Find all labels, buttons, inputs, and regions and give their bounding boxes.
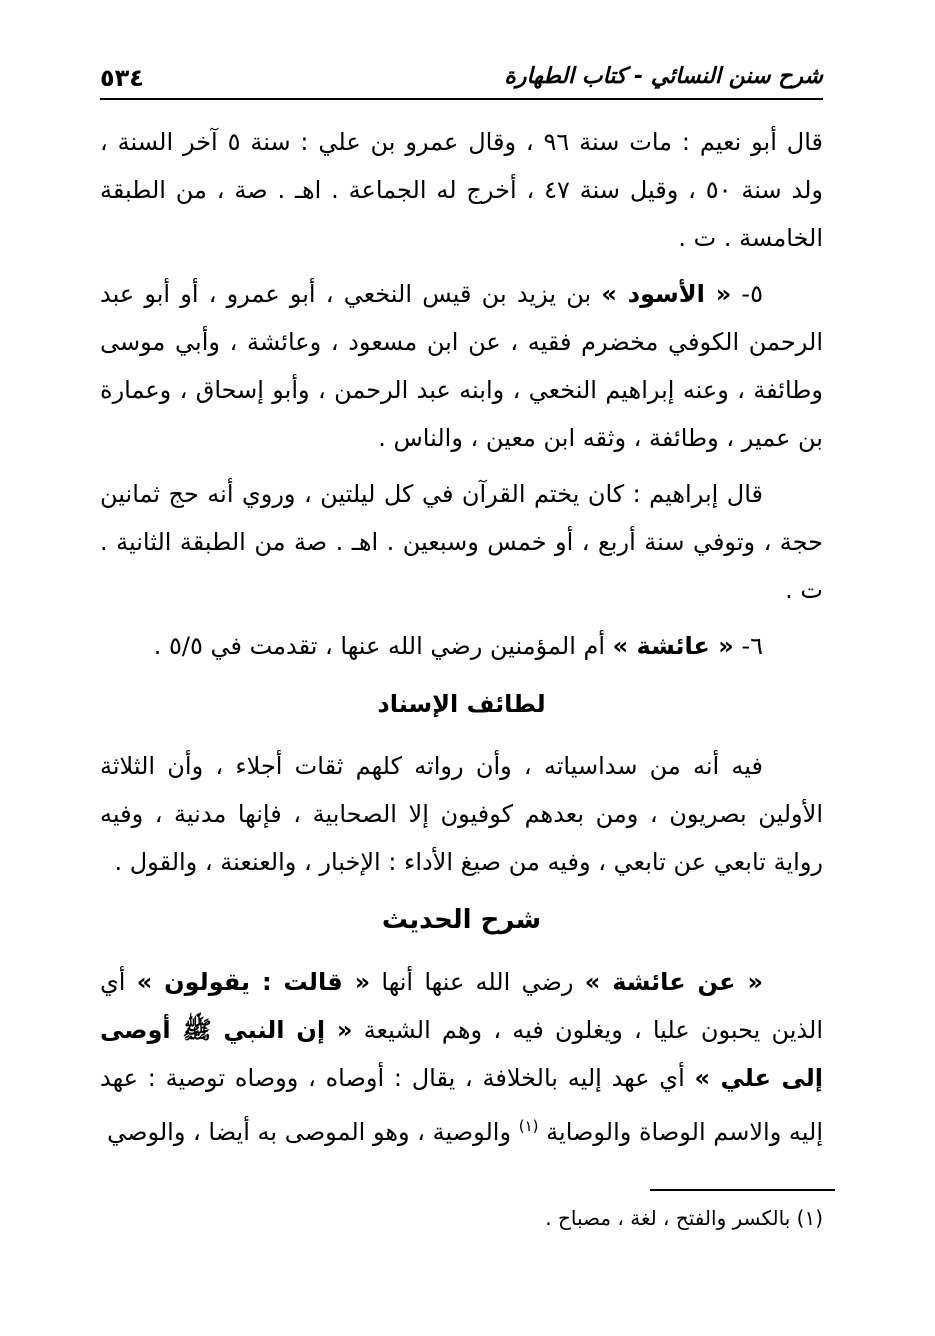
commentary-text: رضي الله عنها أنها — [381, 968, 574, 996]
commentary-text: أي عهد إليه بالخلافة ، يقال : أوصاه ، ووصاه توصية : عهد إليه والاسم الوصاة والوصاية — [100, 1064, 823, 1146]
paragraph-3: قال إبراهيم : كان يختم القرآن في كل ليلتين ، وروي أنه حج ثمانين حجة ، وتوفي سنة أربع ، أو خمس وسبعين . اهـ . صة من الطبقة الثانية . ت . — [100, 480, 823, 604]
header-rule — [100, 98, 823, 100]
paragraph-narrator-6 — [100, 622, 823, 670]
narrator-bio: أم المؤمنين رضي الله عنها ، تقدمت في ٥/٥ . — [153, 632, 606, 660]
quoted-text: « قالت : يقولون » — [136, 968, 371, 996]
commentary-text: والوصية ، وهو الموصى به أيضا ، والوصي — [107, 1118, 512, 1146]
running-title: شرح سنن النسائي - كتاب الطهارة — [504, 64, 823, 89]
narrator-number: ٦- — [741, 632, 763, 660]
commentary-text: أي الذين يحبون عليا ، ويغلون فيه ، وهم الشيعة — [100, 968, 823, 1044]
narrator-bio: بن يزيد بن قيس النخعي ، أبو عمرو ، أو أبو عبد الرحمن الكوفي مخضرم فقيه ، عن ابن مسعود ، وعائشة ، وأبي موسى وطائفة ، وعنه إبراهيم النخعي ، وابنه عبد الرحمن ، وأبو إسحاق ، وعمارة بن عمير ، وطائفة ، وثقه ابن معين ، والناس . — [100, 280, 823, 452]
quoted-text: « إن النبي ﷺ أوصى إلى علي » — [100, 1016, 823, 1092]
section-heading-isnad: لطائف الإسناد — [377, 690, 546, 718]
narrator-number: ٥- — [741, 280, 763, 308]
narrator-name: « الأسود » — [601, 280, 732, 308]
section-heading-sharh: شرح الحديث — [381, 905, 542, 935]
footnote: (١) بالكسر والفتح ، لغة ، مصباح . — [545, 1206, 823, 1230]
paragraph-5: فيه أنه من سداسياته ، وأن رواته كلهم ثقات أجلاء ، وأن الثلاثة الأولين بصريون ، ومن بعدهم كوفيون إلا الصحابية ، فإنها مدنية ، وفيه رواية تابعي عن تابعي ، وفيه من صيغ الأداء : الإخبار ، والعنعنة ، والقول . — [100, 752, 823, 876]
paragraph-6 — [100, 958, 823, 1156]
page-number: ٥٣٤ — [100, 64, 144, 92]
paragraph-1: قال أبو نعيم : مات سنة ٩٦ ، وقال عمرو بن علي : سنة ٥ آخر السنة ، ولد سنة ٥٠ ، وقيل سنة ٤٧ ، أخرج له الجماعة . اهـ . صة ، من الطبقة الخامسة . ت . — [100, 128, 823, 252]
page-body — [100, 118, 823, 1164]
footnote-marker: (١) — [518, 1117, 539, 1135]
narrator-name: « عائشة » — [612, 632, 734, 660]
paragraph-narrator-5 — [100, 270, 823, 462]
quoted-text: « عن عائشة » — [584, 968, 763, 996]
footnote-rule — [650, 1189, 835, 1191]
page-header — [100, 64, 823, 100]
